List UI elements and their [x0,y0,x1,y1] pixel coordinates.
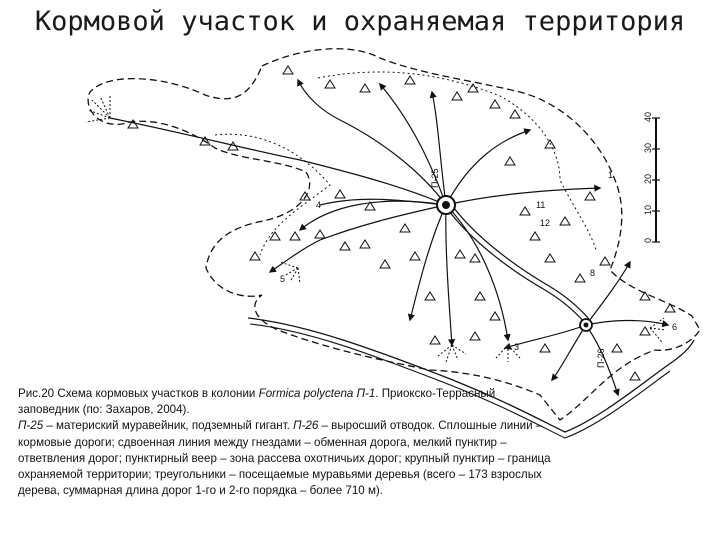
group-label: 11 [536,200,546,210]
scale-tick-label: 10 [643,204,653,215]
caption-species: Formica polyctena П-1 [258,387,376,400]
nest-sub-label: П-26 [596,348,606,368]
group-label: 8 [590,268,596,278]
scale-tick-label: 40 [643,111,653,122]
nest-sub [580,319,592,331]
foraging-roads-main [110,80,600,345]
nest-main [437,196,455,214]
caption-p25: П-25 [18,419,44,433]
group-label: 6 [672,322,678,332]
caption-p25-text: – материский муравейник, подземный гигант. [43,419,294,433]
scale-tick-label: 30 [643,142,653,153]
caption-suffix: . Приокско-Террасный заповедник (по: Захаров, 2004). [18,387,496,417]
group-label: 12 [540,218,551,228]
branch-dotted-line [318,72,596,250]
scale-tick-label: 20 [643,173,653,184]
group-label: 4 [316,200,322,210]
territory-boundary [88,49,700,420]
nest-main-label: П-25 [430,168,440,188]
group-label: 1 [608,170,614,180]
figure-caption [18,386,558,499]
hunting-fans [86,96,666,362]
group-label: 3 [514,342,520,352]
caption-prefix: Рис.20 Схема кормовых участков в колонии [18,387,259,400]
scale-tick-label: 0 [643,237,653,243]
slide-title: Кормовой участок и охраняемая территория [34,6,686,37]
caption-p26-text: – выросший отводок. Сплошные линии – кормовые дороги; сдвоенная линия между гнездами – обменная дорога, мелкий пунктир – ответвления дорог; пунктирный веер – зона рассева охотничьих дорог; крупный пунктир – граница охраняемой территории; треугольники – посещаемые муравьями деревья (всего – 173 взрослых дерева, суммарная длина дорог 1-го и 2-го порядка – более 710 м). [18,419,551,498]
group-label: 5 [280,274,286,284]
caption-p26: П-26 [293,419,319,433]
scale-bar [643,112,660,243]
